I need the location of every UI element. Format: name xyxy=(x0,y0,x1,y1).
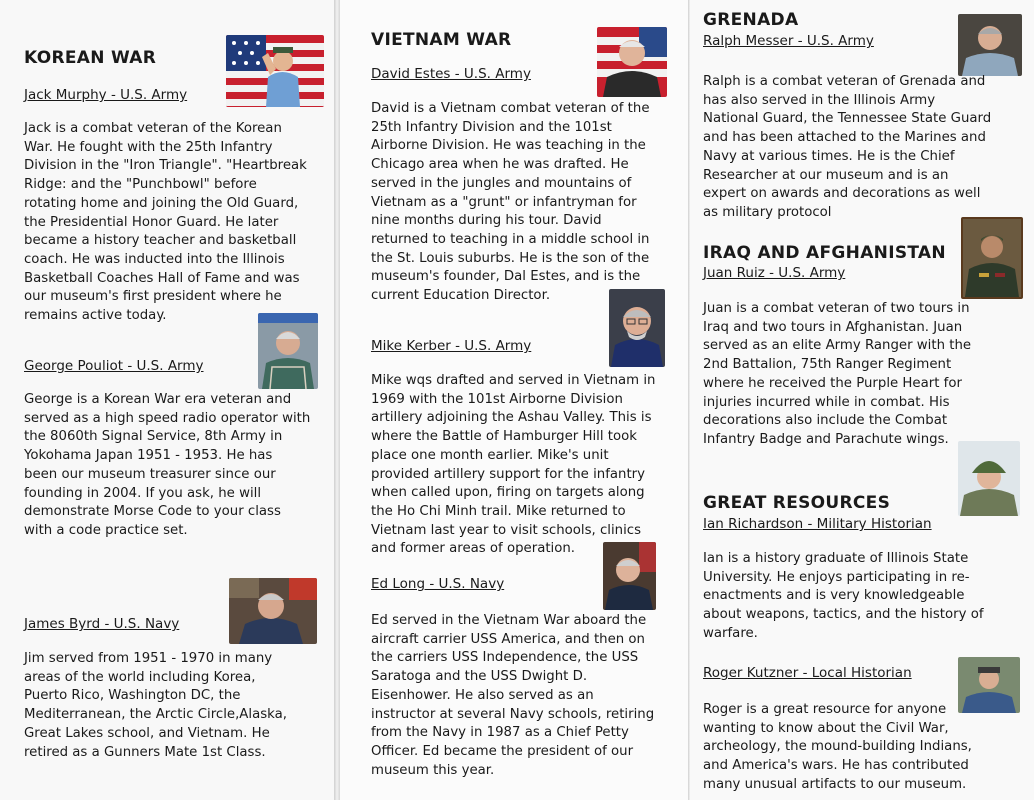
modern-conflicts-panel xyxy=(690,0,1034,800)
korean-war-heading: KOREAN WAR xyxy=(24,48,157,68)
resource-name-ian-richardson: Ian Richardson - Military Historian xyxy=(703,516,932,532)
resource-bio-roger-kutzner: Roger is a great resource for anyone wanting to know about the Civil War, archeology, the mound-building Indians, and America's wars. He has contributed many unusual artifacts to our museum. xyxy=(703,702,972,792)
resource-bio-ian-richardson: Ian is a history graduate of Illinois State University. He enjoys participating in re- enactments and is very knowledgeable about weapons, tactics, and the history of warfare. xyxy=(703,551,984,641)
veteran-portrait-photo xyxy=(603,542,656,610)
soldier-uniform-portrait-photo xyxy=(961,217,1023,299)
great-resources-heading: GREAT RESOURCES xyxy=(703,493,891,513)
veteran-portrait-photo xyxy=(609,289,665,367)
veteran-flag-portrait-photo xyxy=(597,27,667,97)
veteran-bio-mike-kerber: Mike wqs drafted and served in Vietnam in 1969 with the 101st Airborne Division artillery adjoining the Ashau Valley. This is where the Battle of Hamburger Hill took place one month earlier. Mike's unit provided artillery support for the infantry when called upon, firing on targets along the Ho Chi Minh trail. Mike returned to Vietnam last year to visit schools, clinics and former areas of operation. xyxy=(371,373,656,557)
vietnam-war-heading: VIETNAM WAR xyxy=(371,30,512,50)
veteran-portrait-photo xyxy=(258,313,318,389)
veteran-bio-ralph-messer: Ralph is a combat veteran of Grenada and has also served in the Illinois Army National Guard, the Tennessee State Guard and has been attached to the Marines and Navy at various times. He is the Chief Researcher at our museum and is an expert on awards and decorations as well as military protocol xyxy=(703,74,992,220)
veteran-name-ralph-messer: Ralph Messer - U.S. Army xyxy=(703,33,874,49)
veteran-bio-jack-murphy: Jack is a combat veteran of the Korean War. He fought with the 25th Infantry Division in the "Iron Triangle". "Heartbreak Ridge: and the "Punchbowl" before rotating home and joining the Old Guard, the Presidential Honor Guard. He later became a history teacher and basketball coach. He was inducted into the Illinois Basketball Coaches Hall of Fame and was our museum's first president where he remains active today. xyxy=(24,121,307,324)
iraq-afghanistan-heading: IRAQ AND AFGHANISTAN xyxy=(703,243,946,263)
veteran-name-mike-kerber: Mike Kerber - U.S. Army xyxy=(371,338,532,354)
veteran-bio-james-byrd: Jim served from 1951 - 1970 in many areas of the world including Korea, Puerto Rico, Washington DC, the Mediterranean, the Arctic Circle,Alaska, Great Lakes school, and Vietnam. He retired as a Gunners Mate 1st Class. xyxy=(24,651,288,760)
veteran-name-james-byrd: James Byrd - U.S. Navy xyxy=(24,616,180,632)
veteran-bio-ed-long: Ed served in the Vietnam War aboard the aircraft carrier USS America, and then on the carriers USS Independence, the USS Saratoga and the USS Dwight D. Eisenhower. He also served as an instructor at several Navy schools, retiring from the Navy in 1987 as a Chief Petty Officer. Ed became the president of our museum this year. xyxy=(371,613,655,778)
grenada-heading: GRENADA xyxy=(703,10,799,30)
helmet-portrait-photo xyxy=(958,441,1020,516)
veteran-bio-juan-ruiz: Juan is a combat veteran of two tours in Iraq and two tours in Afghanistan. Juan served as an elite Army Ranger with the 2nd Battalion, 75th Ranger Regiment where he received the Purple Heart for injuries incurred while in combat. His decorations also include the Combat Infantry Badge and Parachute wings. xyxy=(703,301,972,447)
resource-name-roger-kutzner: Roger Kutzner - Local Historian xyxy=(703,665,912,681)
veteran-name-jack-murphy: Jack Murphy - U.S. Army xyxy=(24,87,188,103)
veteran-name-david-estes: David Estes - U.S. Army xyxy=(371,66,531,82)
veteran-name-juan-ruiz: Juan Ruiz - U.S. Army xyxy=(703,265,846,281)
korean-war-panel xyxy=(0,0,334,800)
veteran-bio-david-estes: David is a Vietnam combat veteran of the 25th Infantry Division and the 101st Airborne Division. He was teaching in the Chicago area when he was drafted. He served in the jungles and mountains of Vietnam as a "grunt" or infantryman for nine months during his tour. David returned to teaching in a middle school in the St. Louis suburbs. He is the son of the museum's founder, Dal Estes, and is the current Education Director. xyxy=(371,101,650,304)
veteran-portrait-photo xyxy=(958,14,1022,76)
veteran-name-ed-long: Ed Long - U.S. Navy xyxy=(371,576,505,592)
saluting-veteran-flag-photo xyxy=(226,35,324,107)
veteran-portrait-photo xyxy=(229,578,317,644)
veteran-bio-george-pouliot: George is a Korean War era veteran and served as a high speed radio operator with the 8060th Signal Service, 8th Army in Yokohama Japan 1951 - 1953. He has been our museum treasurer since our founding in 2004. If you ask, he will demonstrate Morse Code to your class with a code practice set. xyxy=(24,392,311,538)
veteran-name-george-pouliot: George Pouliot - U.S. Army xyxy=(24,358,204,374)
vietnam-war-panel xyxy=(340,0,688,800)
